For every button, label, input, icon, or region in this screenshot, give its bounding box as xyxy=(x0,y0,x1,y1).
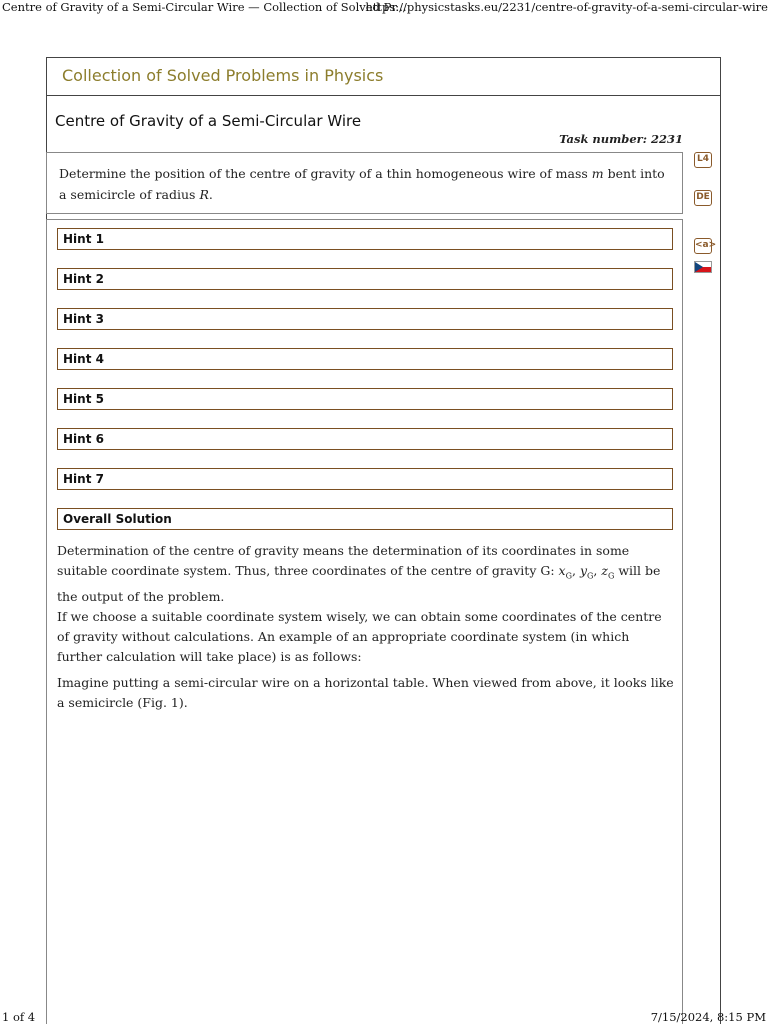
czech-flag-icon[interactable] xyxy=(694,261,712,273)
task-number xyxy=(555,132,683,146)
paragraph-text: Determination of the centre of gravity means the determination of its coordinates in some suitable coordinate system. Thus, three coordinates of the centre of gravity G: xyxy=(57,543,630,578)
header-divider xyxy=(46,95,721,96)
paragraph-text: will be the output of the problem. xyxy=(57,563,661,604)
print-header xyxy=(0,0,768,20)
print-date: 7/15/2024, 8:15 PM xyxy=(650,1010,766,1024)
hint-6-button[interactable]: Hint 6 xyxy=(57,428,673,450)
hint-1-button[interactable]: Hint 1 xyxy=(57,228,673,250)
subscript-g: G xyxy=(565,571,572,581)
statement-text: bent into xyxy=(603,166,665,181)
task-statement xyxy=(46,152,683,214)
separator: , xyxy=(572,563,580,578)
var-y: y xyxy=(579,563,588,578)
statement-text: Determine the position of the centre of gravity of a thin homogeneous wire of mass xyxy=(59,166,592,181)
task-number-value: 2231 xyxy=(650,132,683,146)
print-footer xyxy=(0,1010,768,1024)
german-version-icon[interactable]: DE xyxy=(694,190,712,206)
var-m: m xyxy=(591,166,604,181)
var-x: x xyxy=(558,563,566,578)
print-url[interactable]: https://physicstasks.eu/2231/centre-of-gravity-of-a-semi-circular-wire xyxy=(365,0,768,14)
solution-paragraph-2: If we choose a suitable coordinate system wisely, we can obtain some coordinates of the centre of gravity without calculations. An example of an appropriate coordinate system (in which further calculation will take place) is as follows: xyxy=(57,609,662,664)
var-r: R xyxy=(199,187,209,202)
hint-2-button[interactable]: Hint 2 xyxy=(57,268,673,290)
print-page-title: Centre of Gravity of a Semi-Circular Wire — Collection of Solved Pr... xyxy=(2,0,407,14)
link-icon[interactable]: <a> xyxy=(694,238,712,254)
hint-7-button[interactable]: Hint 7 xyxy=(57,468,673,490)
level-icon[interactable]: L4 xyxy=(694,152,712,168)
hint-5-button[interactable]: Hint 5 xyxy=(57,388,673,410)
solution-paragraph-1 xyxy=(57,541,677,607)
subscript-g: G xyxy=(607,571,615,581)
separator: , xyxy=(593,563,602,578)
page-title: Centre of Gravity of a Semi-Circular Wire xyxy=(55,112,362,130)
site-title[interactable]: Collection of Solved Problems in Physics xyxy=(62,66,384,85)
statement-text: . xyxy=(208,187,213,202)
overall-solution-button[interactable]: Overall Solution xyxy=(57,508,673,530)
solution-paragraph-3: Imagine putting a semi-circular wire on a horizontal table. When viewed from above, it looks like a semicircle (Fig. 1). xyxy=(57,675,674,710)
subscript-g: G xyxy=(587,571,594,581)
page-indicator: 1 of 4 xyxy=(2,1010,36,1024)
var-z: z xyxy=(601,563,608,578)
task-number-label: Task number: xyxy=(559,132,647,146)
hint-3-button[interactable]: Hint 3 xyxy=(57,308,673,330)
statement-text: a semicircle of radius xyxy=(59,187,200,202)
hint-4-button[interactable]: Hint 4 xyxy=(57,348,673,370)
